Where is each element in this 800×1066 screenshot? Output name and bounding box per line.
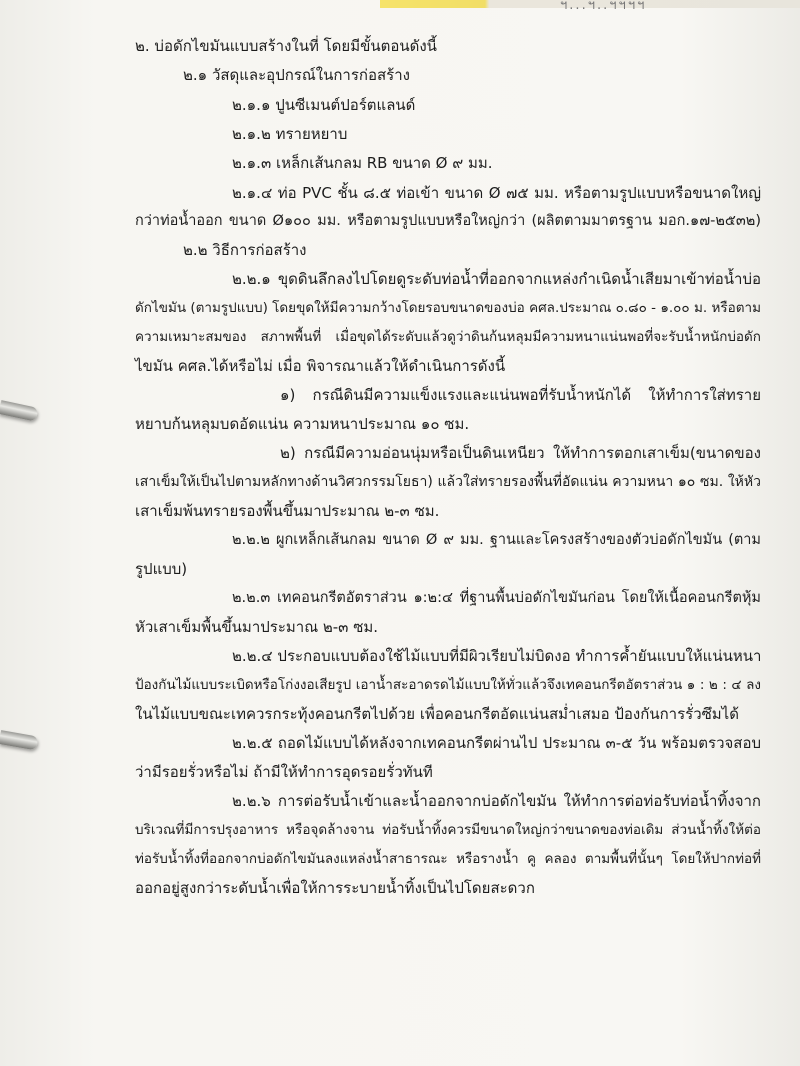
- paragraph-line: บริเวณที่มีการปรุงอาหาร หรือจุดล้างจาน ท่อรับน้ำทิ้งควรมีขนาดใหญ่กว่าขนาดของท่อเดิม ส่วนน้ำทิ้งให้ต่อ: [135, 822, 761, 838]
- paragraph-line: ๒) กรณีมีความอ่อนนุ่มหรือเป็นดินเหนียว ให้ทำการตอกเสาเข็ม(ขนาดของ: [280, 444, 761, 462]
- paragraph-line: ป้องกันไม้แบบระเบิดหรือโก่งงอเสียรูป เอาน้ำสะอาดรดไม้แบบให้ทั่วแล้วจึงเทคอนกรีตอัตราส่วน ๑ : ๒ : ๔ ลง: [135, 677, 761, 693]
- binder-ring-icon: [0, 400, 39, 422]
- paragraph-line: ๒.๒.๒ ผูกเหล็กเส้นกลม ขนาด Ø ๙ มม. ฐานและโครงสร้างของตัวบ่อดักไขมัน (ตาม: [232, 532, 761, 548]
- paragraph-line: รูปแบบ): [135, 560, 188, 578]
- paragraph-line: เสาเข็มพ้นทรายรองพื้นขึ้นมาประมาณ ๒-๓ ซม.: [135, 502, 440, 520]
- paragraph-line: ๑) กรณีดินมีความแข็งแรงและแน่นพอที่รับน้ำหนักได้ ให้ทำการใส่ทราย: [280, 386, 761, 404]
- paragraph-line: ๒.๒.๕ ถอดไม้แบบได้หลังจากเทคอนกรีตผ่านไป ประมาณ ๓-๕ วัน พร้อมตรวจสอบ: [232, 734, 761, 752]
- paragraph-line: หัวเสาเข็มพื้นขึ้นมาประมาณ ๒-๓ ซม.: [135, 618, 379, 636]
- paragraph-line: ๒.๒.๓ เทคอนกรีตอัตราส่วน ๑:๒:๔ ที่ฐานพื้นบ่อดักไขมันก่อน โดยให้เนื้อคอนกรีตหุ้ม: [232, 590, 761, 606]
- paragraph-line: ดักไขมัน (ตามรูปแบบ) โดยขุดให้มีความกว้างโดยรอบขนาดของบ่อ คศล.ประมาณ ๐.๘๐ - ๑.๐๐ ม. หรือตาม: [135, 300, 761, 316]
- subsection-heading: ๒.๒ วิธีการก่อสร้าง: [183, 241, 307, 259]
- paragraph-line: ไขมัน คศล.ได้หรือไม่ เมื่อ พิจารณาแล้วให้ดำเนินการดังนี้: [135, 357, 506, 375]
- binder-ring-icon: [0, 730, 39, 750]
- list-item: ๒.๑.๑ ปูนซีเมนต์ปอร์ตแลนด์: [232, 96, 416, 114]
- paragraph-line: ในไม้แบบขณะเทควรกระทุ้งคอนกรีตไปด้วย เพื่อคอนกรีตอัดแน่นสม่ำเสมอ ป้องกันการรั่วซึมได้: [135, 705, 739, 723]
- paragraph-line: เสาเข็มให้เป็นไปตามหลักทางด้านวิศวกรรมโยธา) แล้วใส่ทรายรองพื้นที่อัดแน่น ความหนา ๑๐ ซม. ให้หัว: [135, 474, 761, 490]
- paragraph-line: หยาบก้นหลุมบดอัดแน่น ความหนาประมาณ ๑๐ ซม.: [135, 415, 470, 433]
- paragraph-line: ท่อรับน้ำทิ้งที่ออกจากบ่อดักไขมันลงแหล่งน้ำสาธารณะ หรือรางน้ำ คู คลอง ตามพื้นที่นั้นๆ โดยให้ปากท่อที่: [135, 851, 761, 867]
- paragraph-line: ว่ามีรอยรั่วหรือไม่ ถ้ามีให้ทำการอุดรอยรั่วทันที: [135, 763, 433, 781]
- header-faint-text: ฯ...ฯ..ฯฯฯฯ: [560, 0, 647, 13]
- list-item: ๒.๑.๔ ท่อ PVC ชั้น ๘.๕ ท่อเข้า ขนาด Ø ๗๕ มม. หรือตามรูปแบบหรือขนาดใหญ่: [232, 184, 761, 202]
- paragraph-line: กว่าท่อน้ำออก ขนาด Ø๑๐๐ มม. หรือตามรูปแบบหรือใหญ่กว่า (ผลิตตามมาตรฐาน มอก.๑๗-๒๕๓๒): [135, 213, 761, 229]
- paragraph-line: ความเหมาะสมของ สภาพพื้นที่ เมื่อขุดได้ระดับแล้วดูว่าดินก้นหลุมมีความหนาแน่นพอที่จะรับน้ำหนักบ่อดัก: [135, 329, 761, 345]
- paragraph-line: ออกอยู่สูงกว่าระดับน้ำเพื่อให้การระบายน้ำทิ้งเป็นไปโดยสะดวก: [135, 879, 535, 897]
- paragraph-line: ๒.๒.๔ ประกอบแบบต้องใช้ไม้แบบที่มีผิวเรียบไม่บิดงอ ทำการค้ำยันแบบให้แน่นหนา: [232, 647, 762, 665]
- paragraph-line: ๒.๒.๖ การต่อรับน้ำเข้าและน้ำออกจากบ่อดักไขมัน ให้ทำการต่อท่อรับท่อน้ำทิ้งจาก: [232, 792, 761, 810]
- list-item: ๒.๑.๓ เหล็กเส้นกลม RB ขนาด Ø ๙ มม.: [232, 154, 493, 172]
- paragraph-line: ๒.๒.๑ ขุดดินลึกลงไปโดยดูระดับท่อน้ำที่ออกจากแหล่งกำเนิดน้ำเสียมาเข้าท่อน้ำบ่อ: [232, 270, 761, 288]
- section-heading: ๒. บ่อดักไขมันแบบสร้างในที่ โดยมีขั้นตอนดังนี้: [135, 37, 437, 55]
- list-item: ๒.๑.๒ ทรายหยาบ: [232, 125, 348, 143]
- subsection-heading: ๒.๑ วัสดุและอุปกรณ์ในการก่อสร้าง: [183, 66, 410, 84]
